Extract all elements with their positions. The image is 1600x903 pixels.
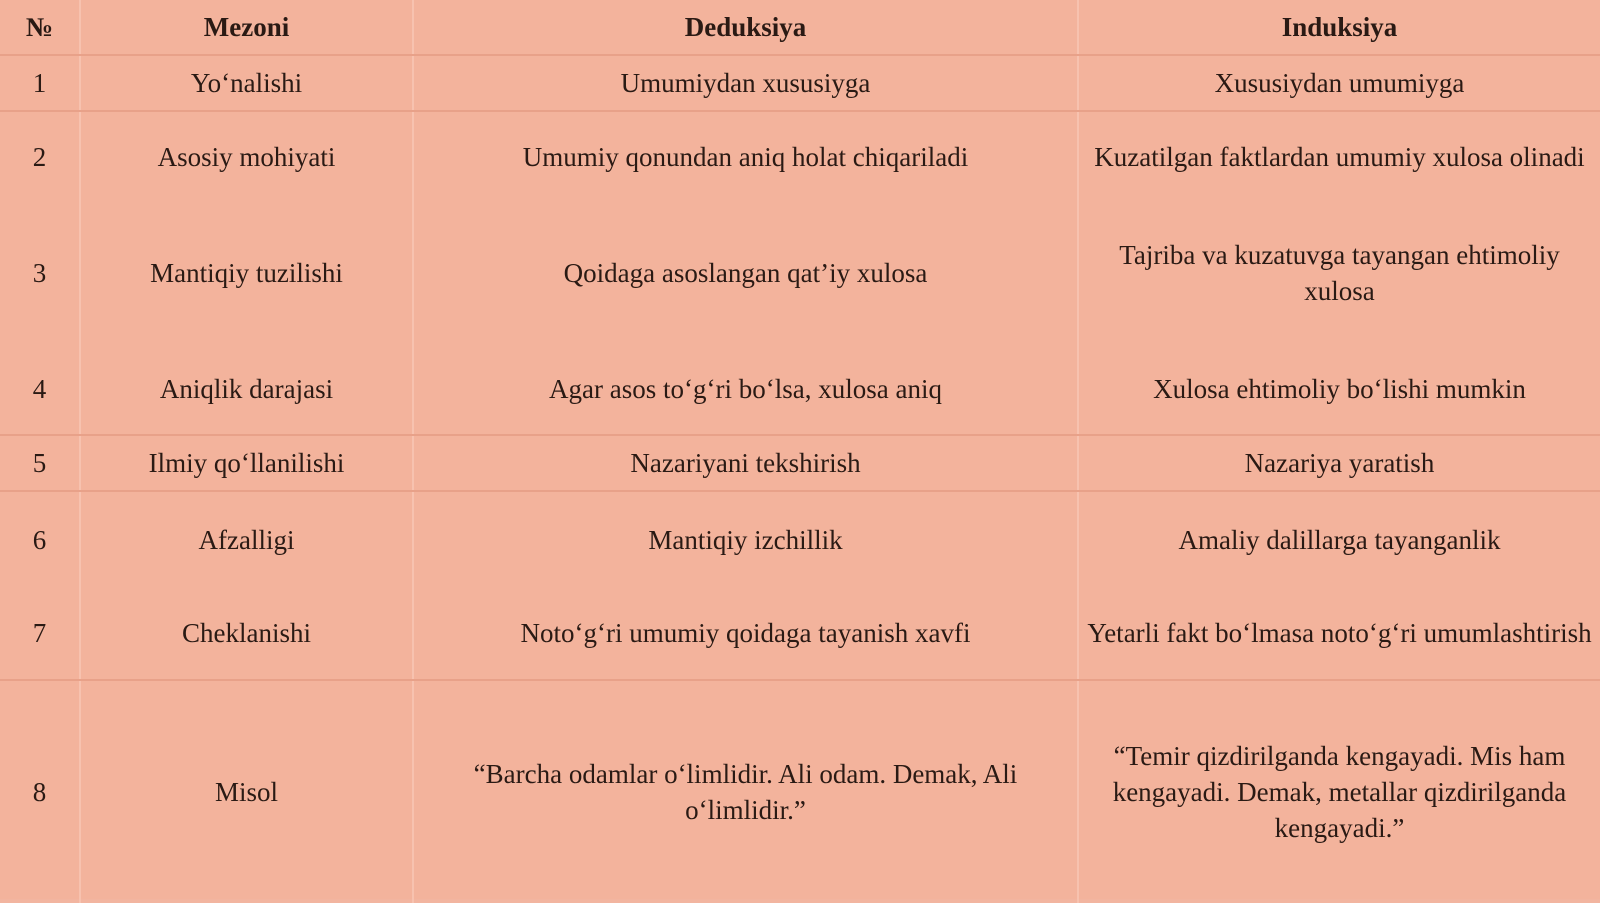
row-number: 3 — [0, 202, 80, 344]
row-criterion: Asosiy mohiyati — [80, 111, 413, 202]
row-induction: Kuzatilgan faktlardan umumiy xulosa olinadi — [1094, 142, 1585, 172]
row-induction: Xulosa ehtimoliy bo‘lishi mumkin — [1078, 344, 1600, 435]
table-row — [0, 435, 1600, 491]
row-number: 1 — [0, 55, 80, 111]
header-deduction: Deduksiya — [413, 0, 1078, 55]
table-row — [0, 111, 1600, 202]
table-body — [0, 55, 1600, 903]
row-number: 4 — [0, 344, 80, 435]
row-criterion: Ilmiy qo‘llanilishi — [80, 435, 413, 491]
row-criterion: Misol — [80, 680, 413, 903]
row-deduction: Mantiqiy izchillik — [413, 491, 1078, 587]
row-number: 8 — [0, 680, 80, 903]
table-row — [0, 491, 1600, 587]
header-criterion: Mezoni — [80, 0, 413, 55]
row-induction: Amaliy dalillarga tayanganlik — [1178, 524, 1501, 555]
table-header — [0, 0, 1600, 55]
row-number: 6 — [0, 491, 80, 587]
table-row — [0, 587, 1600, 680]
row-deduction: Noto‘g‘ri umumiy qoidaga tayanish xavfi — [413, 587, 1078, 680]
row-induction: “Temir qizdirilganda kengayadi. Mis ham kengayadi. Demak, metallar qizdirilganda kengayadi.” — [1112, 741, 1567, 843]
row-induction: Tajriba va kuzatuvga tayangan ehtimoliy xulosa — [1119, 240, 1560, 306]
row-deduction: “Barcha odamlar o‘limlidir. Ali odam. Demak, Ali o‘limlidir.” — [413, 680, 1078, 903]
row-criterion: Mantiqiy tuzilishi — [80, 202, 413, 344]
header-number: № — [0, 0, 80, 55]
header-induction: Induksiya — [1078, 0, 1600, 55]
row-induction: Xususiydan umumiyga — [1078, 55, 1600, 111]
row-deduction: Umumiydan xususiyga — [413, 55, 1078, 111]
table-row — [0, 344, 1600, 435]
table-row — [0, 680, 1600, 903]
row-criterion: Afzalligi — [80, 491, 413, 587]
row-criterion: Aniqlik darajasi — [80, 344, 413, 435]
row-deduction: Agar asos to‘g‘ri bo‘lsa, xulosa aniq — [413, 344, 1078, 435]
row-deduction: Umumiy qonundan aniq holat chiqariladi — [413, 111, 1078, 202]
row-deduction: Nazariyani tekshirish — [413, 435, 1078, 491]
table-row — [0, 202, 1600, 344]
row-criterion: Yo‘nalishi — [80, 55, 413, 111]
row-criterion: Cheklanishi — [80, 587, 413, 680]
row-deduction: Qoidaga asoslangan qat’iy xulosa — [413, 202, 1078, 344]
header-row — [0, 0, 1600, 55]
table-row — [0, 55, 1600, 111]
row-number: 5 — [0, 435, 80, 491]
row-number: 7 — [0, 587, 80, 680]
row-induction: Nazariya yaratish — [1078, 435, 1600, 491]
row-number: 2 — [0, 111, 80, 202]
row-induction: Yetarli fakt bo‘lmasa noto‘g‘ri umumlashtirish — [1078, 587, 1600, 680]
